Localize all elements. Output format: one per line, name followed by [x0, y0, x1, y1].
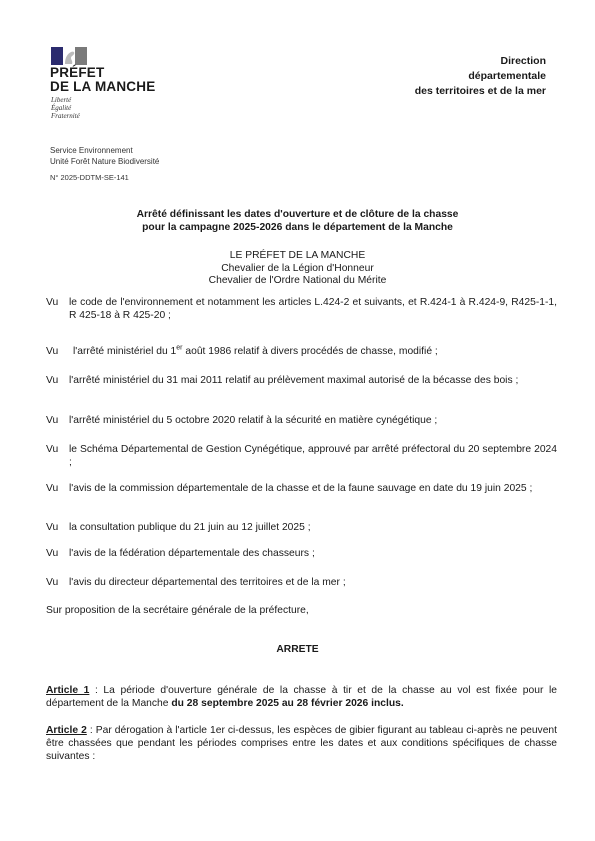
visa-item: Vu la consultation publique du 21 juin au 12 juillet 2025 ; — [46, 522, 311, 533]
arrete-heading: ARRETE — [276, 644, 319, 655]
visa-item: Vu l'arrêté ministériel du 31 mai 2011 relatif au prélèvement maximal autorisé de la bécasse des bois ; — [46, 375, 519, 386]
visa-item: Vu l'avis de la fédération départementale des chasseurs ; — [46, 548, 315, 559]
article-label: Article 2 — [46, 725, 87, 736]
proposition-line: Sur proposition de la secrétaire générale de la préfecture, — [46, 605, 309, 616]
article-label: Article 1 — [46, 685, 90, 696]
document-title: Arrêté définissant les dates d'ouverture et de clôture de la chasse pour la campagne 2025-2026 dans le département de la Manche — [136, 209, 459, 233]
visa-item: Vu l'arrêté ministériel du 5 octobre 2020 relatif à la sécurité en matière cynégétique ; — [46, 415, 438, 426]
republic-flag-logo — [51, 47, 87, 65]
service-block: Service Environnement Unité Forêt Nature Biodiversité — [50, 146, 160, 166]
republic-motto: Liberté Égalité Fraternité — [51, 96, 80, 120]
reference-number: N° 2025-DDTM-SE-141 — [50, 173, 129, 182]
article-1: Article 1 : La période d'ouverture générale de la chasse à tir et de la chasse au vol est fixée pour le département de la Manche du 28 septembre 2025 au 28 février 2026 inclus. — [46, 685, 557, 709]
prefect-block: LE PRÉFET DE LA MANCHE Chevalier de la Légion d'Honneur Chevalier de l'Ordre National du Mérite — [208, 250, 387, 286]
visa-item: Vu l'avis de la commission départementale de la chasse et de la faune sauvage en date du 19 juin 2025 ; — [46, 483, 533, 494]
visa-item: Vu le Schéma Départemental de Gestion Cynégétique, approuvé par arrêté préfectoral du 20 septembre 2024 ; — [46, 444, 557, 468]
article-2: Article 2 : Par dérogation à l'article 1er ci-dessus, les espèces de gibier figurant au tableau ci-après ne peuvent être chassées que pendant les périodes comprises entre les dates et aux conditions spécifiques de chasse suivantes : — [46, 725, 558, 762]
marianne-icon — [59, 48, 79, 65]
visa-item: Vu l'arrêté ministériel du 1er août 1986 relatif à divers procédés de chasse, modifié ; — [46, 344, 438, 357]
visa-item: Vu l'avis du directeur départemental des territoires et de la mer ; — [46, 577, 346, 588]
issuing-direction: Direction départementale des territoires et de la mer — [414, 55, 546, 97]
visa-item: Vu le code de l'environnement et notamment les articles L.424-2 et suivants, et R.424-1 à R.424-9, R425-1-1, R 425-18 à R 425-20 ; — [46, 297, 557, 321]
prefecture-logo-text: PRÉFET DE LA MANCHE — [50, 65, 156, 94]
